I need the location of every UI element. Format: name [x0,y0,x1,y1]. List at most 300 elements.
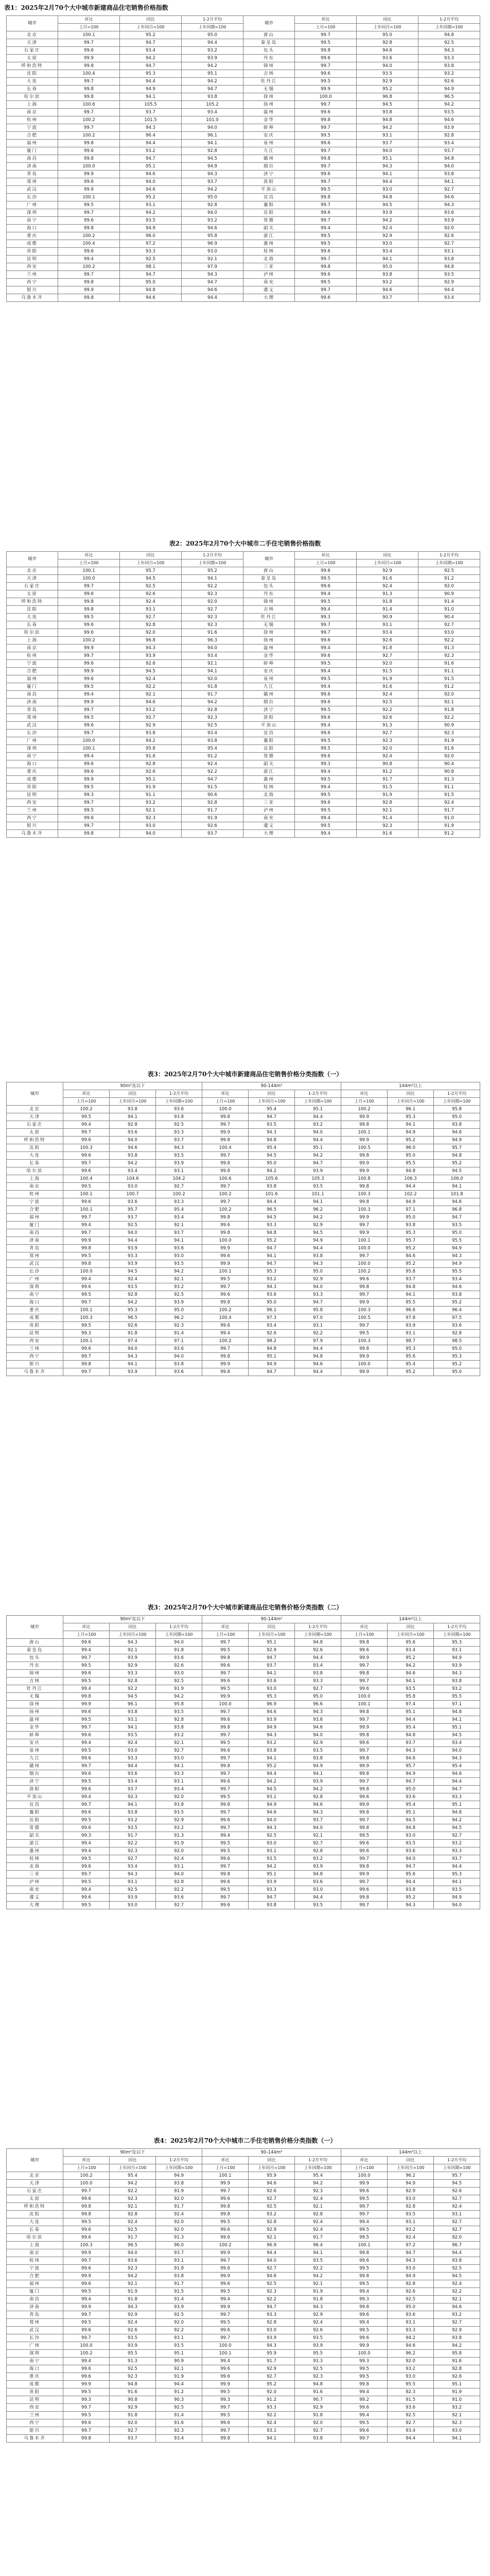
index-value: 95.2 [388,1654,434,1662]
city-name: 安庆 [7,1739,63,1747]
index-value: 94.5 [110,1693,156,1701]
index-value: 96.1 [249,1307,295,1314]
index-value: 92.5 [120,583,182,590]
index-value: 92.8 [156,1878,202,1886]
index-value: 99.3 [202,2396,249,2404]
city-name: 北京 [7,31,58,39]
index-value: 99.7 [202,1786,249,1793]
index-value: 95.0 [388,2303,434,2311]
header-ytd: 1-2月平均 [156,1623,202,1631]
table-row [7,1137,480,1144]
index-value: 92.8 [156,1716,202,1724]
index-value: 93.9 [295,2342,341,2350]
table-row [7,1848,480,1855]
index-value: 92.3 [120,815,182,822]
index-value: 93.4 [156,1214,202,1222]
index-value: 100.2 [58,116,120,124]
index-value: 91.8 [295,2296,341,2303]
index-value: 94.3 [110,1639,156,1647]
index-value: 95.1 [120,163,182,171]
header-cycle-base: 上月=100 [341,1631,388,1639]
table-row [7,2218,480,2226]
index-value: 93.3 [249,2311,295,2319]
header-cycle: 环比 [58,552,120,560]
table-row [7,1786,480,1793]
index-value: 93.8 [434,2257,480,2265]
city-name: 大连 [7,614,58,621]
table-row [7,1685,480,1693]
index-value: 91.6 [418,660,480,668]
index-value: 99.5 [295,132,357,140]
city-name: 遵义 [243,822,295,830]
index-value: 99.8 [341,1732,388,1739]
index-value: 92.1 [156,1739,202,1747]
table-row [7,1654,480,1662]
index-value: 93.5 [388,1685,434,1693]
city-name: 洛阳 [243,178,295,186]
index-value: 94.3 [418,201,480,209]
city-name: 惠州 [243,240,295,248]
index-value: 95.1 [434,1801,480,1809]
index-value: 94.8 [295,1639,341,1647]
index-value: 96.7 [434,2242,480,2249]
index-value: 92.1 [295,2280,341,2288]
index-value: 94.6 [120,294,182,302]
index-value: 92.8 [182,147,243,155]
index-value: 99.6 [63,1137,110,1144]
header-yoy-base: 上年同月=100 [388,2164,434,2172]
table-row [7,2365,480,2373]
city-name: 平顶山 [243,186,295,194]
index-value: 99.7 [341,1322,388,1330]
index-value: 92.4 [357,225,418,232]
index-value: 92.0 [434,2234,480,2242]
table-row [7,737,480,745]
index-value: 93.9 [388,1322,434,1330]
index-value: 99.5 [58,714,120,722]
index-value: 93.4 [418,140,480,147]
table-row [7,1121,480,1129]
index-value: 99.5 [341,2234,388,2242]
index-value: 100.0 [202,2342,249,2350]
index-value: 94.1 [388,1677,434,1685]
index-value: 94.1 [156,1237,202,1245]
table-row [7,683,480,691]
header-yoy: 同比 [110,1623,156,1631]
index-value: 92.8 [110,1121,156,1129]
index-value: 100.1 [63,1307,110,1314]
index-value: 100.1 [341,1129,388,1137]
header-group-medium: 90-144m² [202,1082,341,1090]
index-value: 94.4 [434,1778,480,1786]
index-value: 99.6 [341,1840,388,1848]
index-value: 92.6 [110,1322,156,1330]
index-value: 96.6 [388,1307,434,1314]
table-row [7,1345,480,1353]
index-value: 94.2 [295,1214,341,1222]
index-value: 91.3 [418,645,480,652]
index-value: 92.1 [156,1222,202,1229]
index-value: 94.1 [295,2249,341,2257]
table-row [7,55,480,62]
index-value: 94.6 [182,286,243,294]
index-value: 92.1 [182,660,243,668]
index-value: 92.8 [295,2211,341,2218]
index-value: 91.9 [418,822,480,830]
city-name: 常德 [243,217,295,225]
index-value: 94.9 [434,1260,480,1268]
index-value: 94.4 [249,1198,295,1206]
index-value: 94.3 [434,1755,480,1762]
index-value: 104.6 [110,1175,156,1183]
city-name: 泸州 [243,271,295,279]
index-value: 98.2 [249,1337,295,1345]
index-value: 99.8 [202,1762,249,1770]
header-cycle: 环比 [202,2157,249,2164]
index-value: 99.6 [295,70,357,78]
index-value: 93.3 [388,2327,434,2334]
table-row [7,2242,480,2249]
index-value: 92.0 [156,2226,202,2234]
index-value: 99.6 [341,1685,388,1693]
index-value: 93.8 [156,1361,202,1368]
index-value: 99.7 [295,147,357,155]
city-name: 北海 [243,256,295,263]
city-name: 深圳 [7,745,58,753]
header-yoy: 同比 [110,2157,156,2164]
index-value: 92.3 [182,590,243,598]
city-name: 福州 [7,1214,63,1222]
index-value: 92.0 [156,2319,202,2327]
header-yoy-base: 上年同月=100 [110,2164,156,2172]
index-value: 99.9 [341,1654,388,1662]
index-value: 95.4 [434,1762,480,1770]
index-value: 92.5 [156,2404,202,2412]
header-cycle: 环比 [58,16,120,24]
index-value: 92.3 [156,1322,202,1330]
index-value: 91.2 [249,2396,295,2404]
city-name: 海口 [7,760,58,768]
index-value: 100.0 [341,1245,388,1252]
index-value: 99.5 [202,2319,249,2327]
table-row [7,815,480,822]
index-value: 99.6 [58,47,120,55]
header-cycle-base: 上月=100 [341,1098,388,1106]
index-value: 99.9 [58,699,120,706]
table-row [7,1314,480,1322]
index-value: 100.4 [58,240,120,248]
index-value: 99.6 [295,209,357,217]
index-value: 92.4 [110,2319,156,2327]
index-value: 99.6 [63,1167,110,1175]
table-row [7,2234,480,2242]
index-value: 92.4 [156,2211,202,2218]
header-ytd: 1-2月平均 [434,1623,480,1631]
index-value: 94.0 [182,124,243,132]
table-row [7,93,480,101]
index-value: 99.5 [63,1747,110,1755]
city-name: 包头 [243,47,295,55]
header-yoy-base: 上年同月=100 [249,1098,295,1106]
index-value: 94.0 [120,178,182,186]
index-value: 92.9 [418,279,480,286]
index-value: 95.0 [388,1152,434,1160]
index-value: 92.9 [295,1222,341,1229]
index-value: 92.1 [120,807,182,815]
index-value: 100.2 [58,263,120,271]
header-cycle-base: 上月=100 [341,2164,388,2172]
index-value: 100.2 [202,1206,249,1214]
index-value: 93.1 [388,1330,434,1337]
index-value: 99.8 [295,155,357,163]
index-value: 95.1 [156,2350,202,2358]
table-row [7,1809,480,1817]
header-ytd: 1-2月平均 [295,1090,341,1098]
index-value: 92.9 [249,2365,295,2373]
index-value: 99.7 [295,621,357,629]
index-value: 100.0 [341,1361,388,1368]
index-value: 94.2 [120,55,182,62]
index-value: 92.3 [156,2427,202,2435]
index-value: 99.6 [58,147,120,155]
index-value: 93.3 [434,1793,480,1801]
city-name: 昆明 [7,791,58,799]
index-value: 94.1 [418,178,480,186]
index-value: 99.5 [202,2412,249,2419]
index-value: 100.0 [63,1268,110,1276]
index-value: 93.1 [357,621,418,629]
index-value: 95.3 [388,1345,434,1353]
index-value: 95.5 [388,1299,434,1307]
table-row [7,2265,480,2273]
city-name: 呼和浩特 [7,598,58,606]
index-value: 94.4 [295,1245,341,1252]
index-value: 99.7 [63,1229,110,1237]
index-value: 99.9 [63,1237,110,1245]
index-value: 92.5 [249,1832,295,1840]
city-name: 青岛 [7,706,58,714]
index-value: 93.7 [110,1786,156,1793]
index-value: 99.4 [63,1886,110,1894]
index-value: 94.9 [434,1894,480,1902]
city-name: 贵阳 [7,784,58,791]
city-name: 银川 [7,822,58,830]
index-value: 92.7 [182,606,243,614]
index-value: 94.4 [249,1770,295,1778]
city-name: 天津 [7,575,58,583]
index-value: 99.7 [295,62,357,70]
index-value: 99.5 [58,201,120,209]
index-value: 93.2 [434,2404,480,2412]
table-row [7,2280,480,2288]
index-value: 94.1 [182,668,243,675]
index-value: 94.2 [295,2180,341,2188]
index-value: 93.0 [182,248,243,256]
index-value: 95.2 [388,1368,434,1376]
city-name: 乌鲁木齐 [7,1368,63,1376]
index-value: 96.9 [249,1701,295,1708]
index-value: 92.2 [434,2288,480,2296]
index-value: 95.4 [156,1206,202,1214]
index-value: 94.2 [249,1167,295,1175]
index-value: 93.5 [357,70,418,78]
city-name: 金华 [7,1724,63,1732]
header-ytd-base: 上年同期=100 [295,1098,341,1106]
index-value: 94.4 [357,178,418,186]
index-value: 93.2 [249,2211,295,2218]
header-yoy: 同比 [357,552,418,560]
index-value: 95.1 [388,1708,434,1716]
index-value: 92.0 [120,629,182,637]
index-value: 95.3 [120,70,182,78]
index-value: 92.5 [156,1677,202,1685]
index-value: 99.6 [58,217,120,225]
index-value: 92.7 [295,1840,341,1848]
index-value: 99.9 [58,645,120,652]
index-value: 99.8 [341,1639,388,1647]
table-row [7,807,480,815]
city-name: 大理 [7,1902,63,1909]
index-value: 90.4 [418,614,480,621]
index-value: 92.0 [156,2218,202,2226]
index-value: 94.3 [249,1129,295,1137]
index-value: 92.4 [156,1855,202,1863]
header-yoy: 同比 [249,1623,295,1631]
index-value: 99.5 [295,186,357,194]
index-value: 92.7 [434,2218,480,2226]
index-value: 94.2 [120,209,182,217]
index-value: 95.8 [434,2350,480,2358]
index-table [6,1615,480,1909]
index-value: 93.7 [295,1817,341,1824]
city-name: 三亚 [7,1871,63,1878]
table-row [7,1245,480,1252]
index-value: 91.6 [110,2388,156,2396]
index-value: 94.3 [357,163,418,171]
index-value: 97.4 [110,1337,156,1345]
header-yoy-base: 上年同月=100 [110,1098,156,1106]
table-row [7,1793,480,1801]
index-value: 91.9 [357,791,418,799]
index-value: 99.9 [202,1260,249,1268]
index-value: 92.7 [434,2195,480,2203]
index-value: 94.4 [110,1237,156,1245]
table-row [7,1322,480,1330]
index-value: 99.6 [63,1824,110,1832]
table-row [7,2211,480,2218]
index-value: 99.5 [341,2226,388,2234]
index-value: 99.9 [341,1762,388,1770]
index-value: 93.8 [434,1291,480,1299]
index-value: 100.5 [341,1314,388,1322]
index-value: 94.7 [249,1368,295,1376]
index-value: 95.8 [388,1268,434,1276]
index-value: 92.3 [110,1793,156,1801]
city-name: 兰州 [7,1345,63,1353]
index-value: 99.4 [63,1739,110,1747]
index-value: 91.1 [120,791,182,799]
table-row [7,668,480,675]
index-value: 99.3 [63,1832,110,1840]
index-value: 94.0 [434,1902,480,1909]
index-value: 99.7 [202,1183,249,1191]
table-row [7,675,480,683]
index-value: 100.1 [58,31,120,39]
index-value: 94.0 [295,1283,341,1291]
header-ytd: 1-2月平均 [434,1090,480,1098]
index-value: 99.6 [341,2427,388,2435]
index-value: 92.5 [418,39,480,47]
index-value: 99.6 [58,760,120,768]
index-value: 99.5 [202,1647,249,1654]
table-row [7,1878,480,1886]
index-value: 93.9 [249,1878,295,1886]
index-value: 91.9 [434,2388,480,2396]
header-yoy-base: 上年同月=100 [249,1631,295,1639]
index-value: 99.5 [63,1817,110,1824]
index-value: 94.2 [156,1693,202,1701]
index-value: 95.2 [388,1137,434,1144]
index-value: 94.9 [182,163,243,171]
table-row [7,583,480,590]
city-name: 丹东 [7,1662,63,1670]
index-value: 94.0 [388,1855,434,1863]
index-value: 99.5 [202,2388,249,2396]
index-value: 99.5 [63,1855,110,1863]
header-yoy: 同比 [388,1090,434,1098]
index-value: 92.7 [357,730,418,737]
index-value: 100.1 [63,1337,110,1345]
index-value: 94.1 [388,1291,434,1299]
index-value: 94.9 [120,225,182,232]
index-value: 94.9 [388,1129,434,1137]
city-name: 温州 [243,645,295,652]
index-value: 94.8 [357,194,418,201]
header-cycle: 环比 [202,1623,249,1631]
city-name: 乌鲁木齐 [7,294,58,302]
index-value: 94.4 [120,140,182,147]
city-name: 南京 [7,109,58,116]
index-value: 94.8 [388,1824,434,1832]
index-value: 93.9 [110,1894,156,1902]
city-name: 锦州 [243,62,295,70]
index-value: 99.6 [295,55,357,62]
index-value: 93.9 [295,1863,341,1871]
index-value: 92.8 [249,2218,295,2226]
index-value: 94.7 [120,62,182,70]
header-cycle-base: 上月=100 [295,560,357,567]
index-value: 94.7 [249,2303,295,2311]
index-value: 100.0 [63,2180,110,2188]
index-value: 92.6 [434,2373,480,2381]
city-name: 哈尔滨 [7,93,58,101]
index-value: 99.8 [341,1183,388,1191]
index-value: 99.8 [58,225,120,232]
index-value: 94.3 [249,1824,295,1832]
index-value: 92.4 [120,675,182,683]
index-value: 100.3 [341,1206,388,1214]
index-value: 92.2 [110,1840,156,1848]
index-value: 99.6 [63,2226,110,2234]
index-value: 94.1 [182,140,243,147]
index-value: 93.2 [357,279,418,286]
index-value: 99.9 [341,1160,388,1167]
index-value: 99.5 [341,2373,388,2381]
index-value: 92.3 [182,621,243,629]
index-value: 91.7 [110,1832,156,1840]
table-row [7,194,480,201]
index-value: 91.4 [357,606,418,614]
